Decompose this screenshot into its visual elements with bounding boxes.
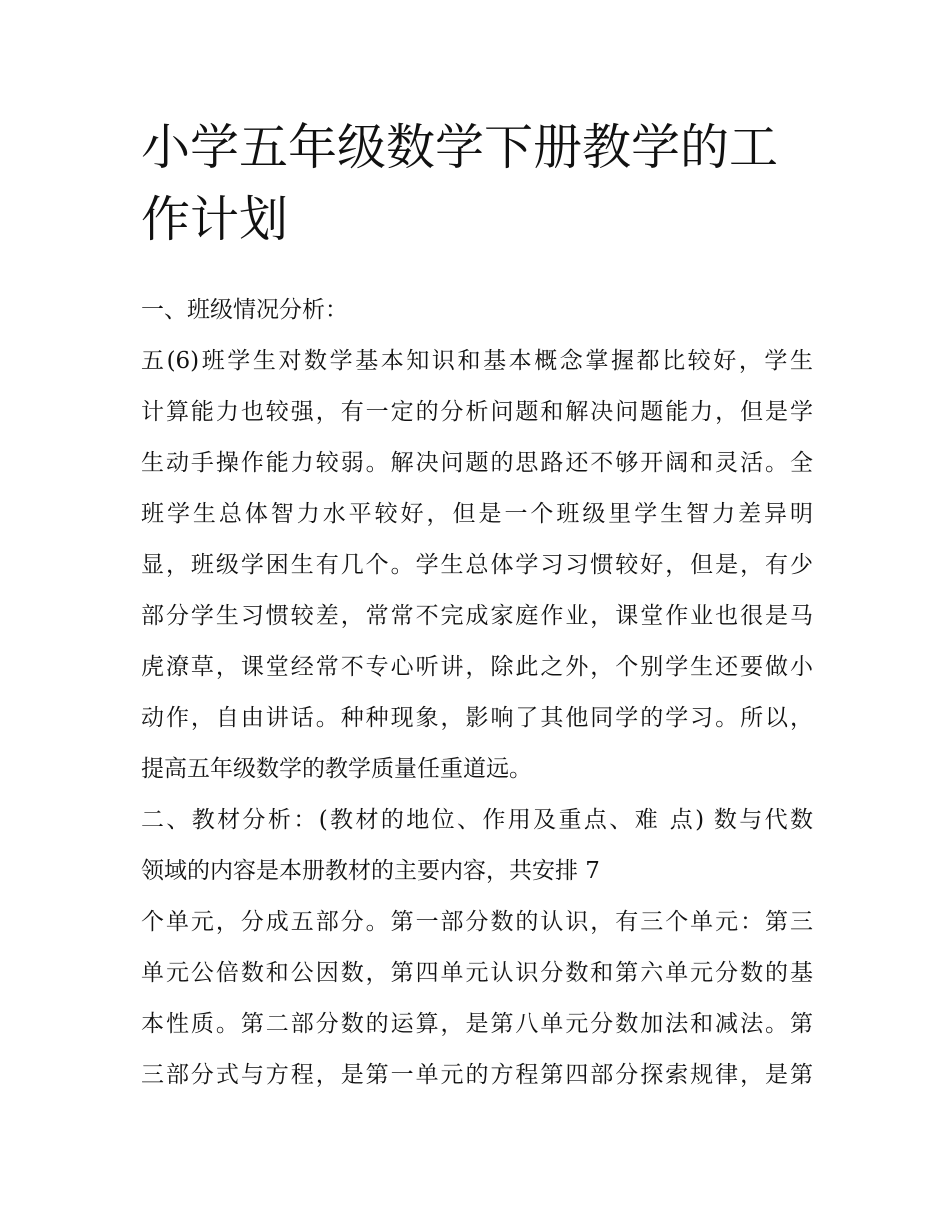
title-line: 小学五年级数学下册教学的工 xyxy=(141,119,779,176)
body-text-line: 虎潦草，课堂经常不专心听讲，除此之外，个别学生还要做小 xyxy=(141,654,813,680)
body-text-line: 提高五年级数学的教学质量任重道远。 xyxy=(141,756,532,782)
body-text-line: 领域的内容是本册教材的主要内容，共安排 7 xyxy=(141,858,600,884)
body-text-line: 计算能力也较强，有一定的分析问题和解决问题能力，但是学 xyxy=(141,399,813,425)
document-body xyxy=(141,285,813,1101)
document-title xyxy=(141,112,813,256)
body-text-line: 显，班级学困生有几个。学生总体学习习惯较好，但是，有少 xyxy=(141,552,813,578)
title-line: 作计划 xyxy=(141,191,289,248)
section-heading-textbook-analysis: 二、教材分析：(教材的地位、作用及重点、难 点) 数与代数 xyxy=(141,807,813,833)
body-text-line: 动作，自由讲话。种种现象，影响了其他同学的学习。所以， xyxy=(141,705,813,731)
body-text-line: 生动手操作能力较弱。解决问题的思路还不够开阔和灵活。全 xyxy=(141,450,813,476)
document-content xyxy=(141,112,813,1101)
body-text-line: 五(6)班学生对数学基本知识和基本概念掌握都比较好，学生 xyxy=(141,348,813,374)
body-text-line: 本性质。第二部分数的运算，是第八单元分数加法和减法。第 xyxy=(141,1011,813,1037)
body-text-line: 班学生总体智力水平较好，但是一个班级里学生智力差异明 xyxy=(141,501,813,527)
body-text-line: 部分学生习惯较差，常常不完成家庭作业，课堂作业也很是马 xyxy=(141,603,813,629)
body-text-line: 单元公倍数和公因数，第四单元认识分数和第六单元分数的基 xyxy=(141,960,813,986)
section-heading-class-analysis: 一、班级情况分析： xyxy=(141,297,348,323)
body-text-line: 个单元，分成五部分。第一部分数的认识，有三个单元：第三 xyxy=(141,909,813,935)
body-text-line: 三部分式与方程，是第一单元的方程第四部分探索规律，是第 xyxy=(141,1062,813,1088)
